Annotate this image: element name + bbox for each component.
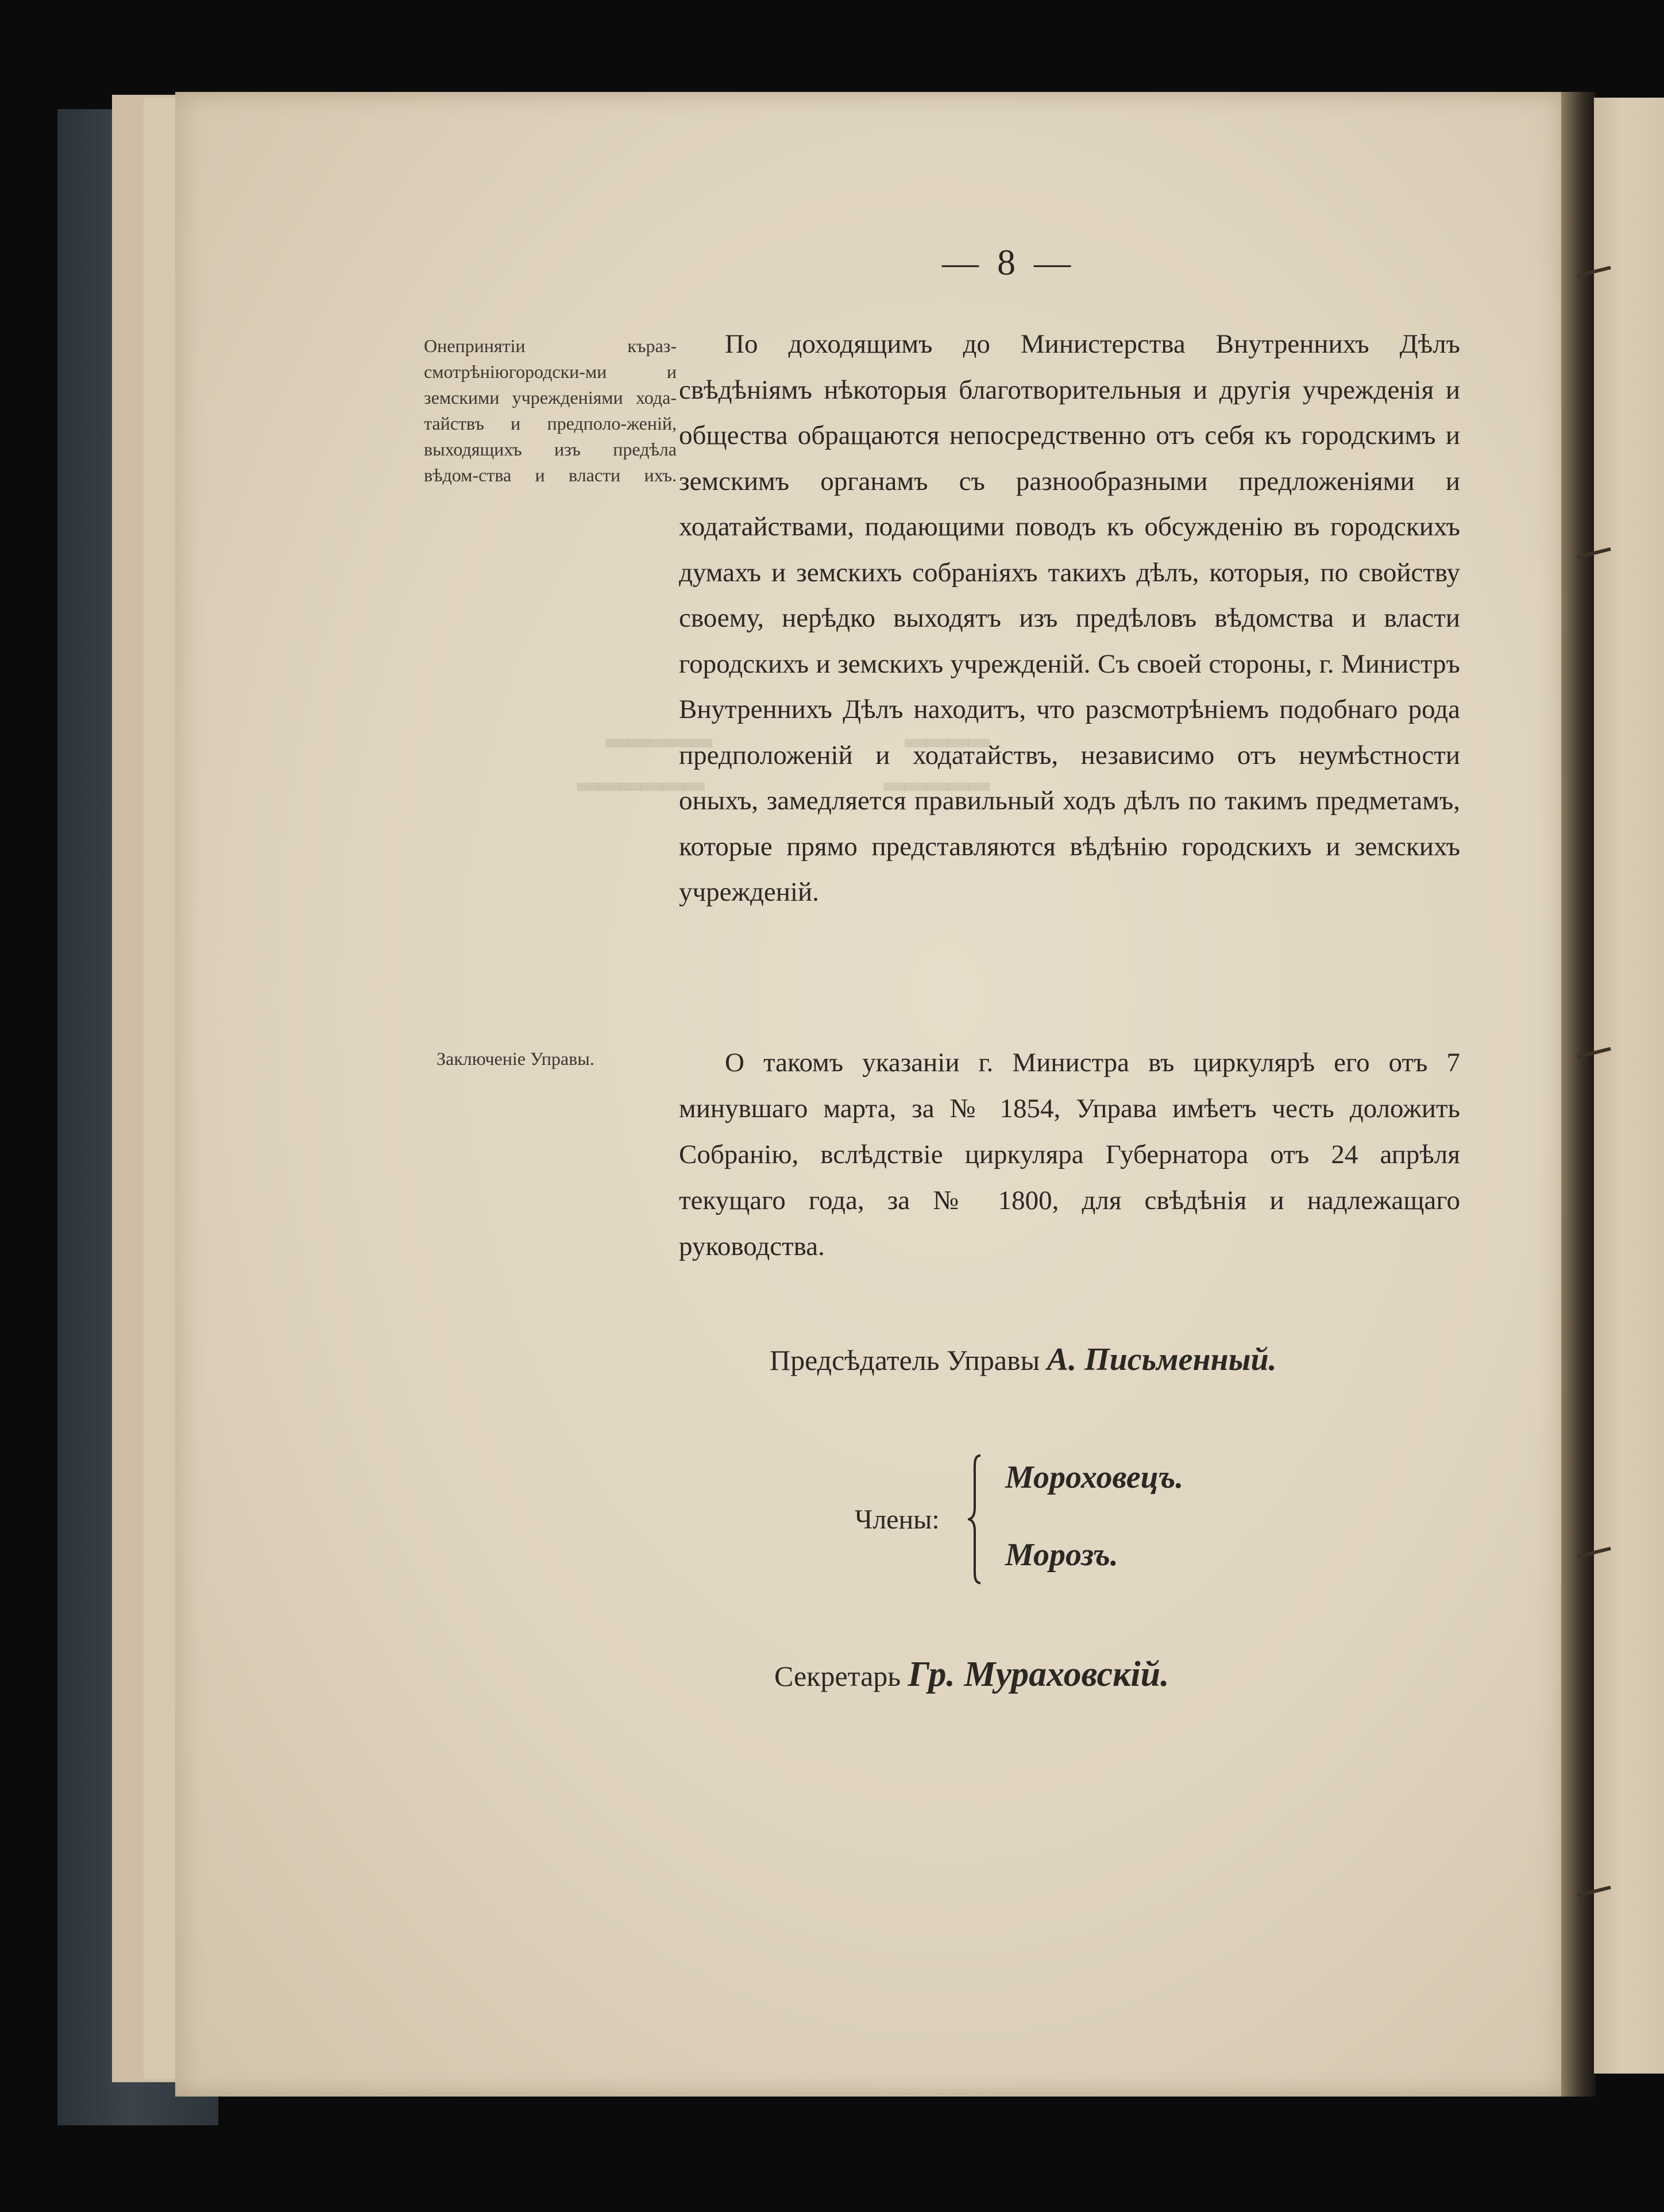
chairman-label: Предсѣдатель Управы bbox=[770, 1344, 1040, 1376]
members-label: Члены: bbox=[855, 1504, 940, 1535]
secretary-name: Гр. Мураховскій. bbox=[908, 1655, 1169, 1694]
secretary-signature-line bbox=[774, 1654, 1169, 1695]
member-name: Морозъ. bbox=[1005, 1537, 1118, 1573]
show-through-text: ▂▂▂▂ ▂▂▂▂▂ ▂▂▂▂▂ ▂▂▂▂▂▂ bbox=[577, 716, 990, 790]
facing-page-edge bbox=[1594, 98, 1664, 2074]
secretary-label: Секретарь bbox=[774, 1660, 901, 1692]
body-paragraph: По доходящимъ до Министерства Внутреннихъ Дѣлъ свѣдѣніямъ нѣкоторыя благотворительныя и другія учрежденія и общества обращаются непосредственно отъ себя къ городскимъ и земскимъ органамъ съ разнообразными предложеніями и ходатайствами, подающими поводъ къ обсужденію въ городскихъ думахъ и земскихъ собраніяхъ такихъ дѣлъ, которыя, по свойству своему, нерѣдко выходятъ изъ предѣловъ вѣдомства и власти городскихъ и земскихъ учрежденій. Съ своей стороны, г. Министръ Внутреннихъ Дѣлъ находитъ, что разсмотрѣніемъ подобнаго рода предположеній и ходатайствъ, независимо отъ неумѣстности оныхъ, замедляется правильный ходъ дѣлъ по такимъ предметамъ, которые прямо представляются вѣдѣнію городскихъ и земскихъ учрежденій. bbox=[679, 329, 1460, 907]
margin-note-conclusion: Заключеніе Управы. bbox=[437, 1048, 594, 1069]
page-number: — 8 — bbox=[942, 242, 1075, 283]
margin-note-topic: Онепринятіи къраз-смотрѣніюгородски-ми и земскими учрежденіями хода-тайствъ и предполо-женій, выходящихъ изъ предѣла вѣдом-ства и власти ихъ. bbox=[424, 335, 677, 485]
chairman-signature-line bbox=[770, 1341, 1277, 1378]
body-paragraph: О такомъ указаніи г. Министра въ циркулярѣ его отъ 7 минувшаго марта, за № 1854, Управа имѣетъ честь доложить Собранію, вслѣдствіе циркуляра Губернатора отъ 24 апрѣля текущаго года, за № 1800, для свѣдѣнія и надлежащаго руководства. bbox=[679, 1048, 1460, 1261]
book-gutter bbox=[1561, 92, 1596, 2097]
curly-brace-icon bbox=[968, 1453, 984, 1585]
chairman-name: А. Письменный. bbox=[1047, 1342, 1277, 1377]
member-name: Мороховецъ. bbox=[1005, 1460, 1184, 1495]
